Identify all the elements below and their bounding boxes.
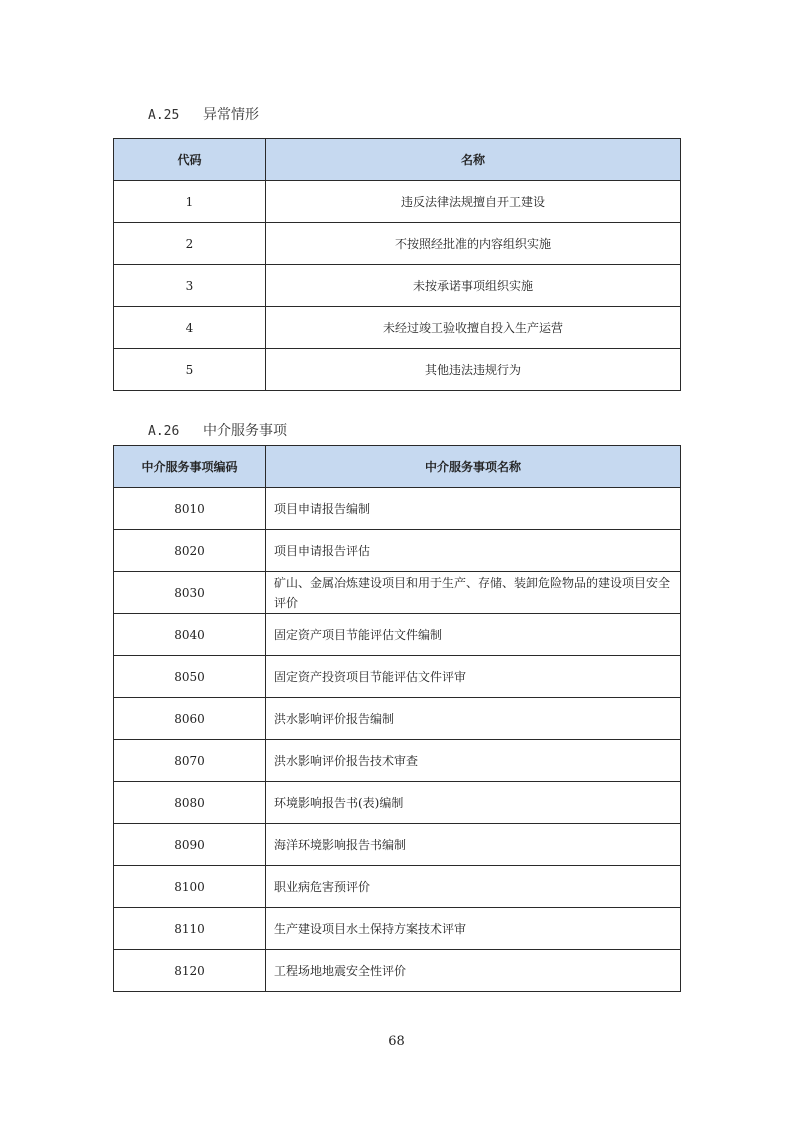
table-row: [114, 349, 681, 391]
row-name: 矿山、金属冶炼建设项目和用于生产、存储、装卸危险物品的建设项目安全评价: [266, 572, 681, 614]
table-row: [114, 488, 681, 530]
row-name: 固定资产项目节能评估文件编制: [266, 614, 681, 656]
row-code: 1: [114, 181, 266, 223]
table-header-row: [114, 139, 681, 181]
row-name: 未经过竣工验收擅自投入生产运营: [266, 307, 681, 349]
table-row: [114, 572, 681, 614]
row-code: 8070: [114, 740, 266, 782]
intermediary-services-table: [113, 445, 681, 992]
row-name: 洪水影响评价报告技术审查: [266, 740, 681, 782]
row-name: 违反法律法规擅自开工建设: [266, 181, 681, 223]
row-code: 3: [114, 265, 266, 307]
header-code: 中介服务事项编码: [114, 446, 266, 488]
row-name: 工程场地地震安全性评价: [266, 950, 681, 992]
row-code: 2: [114, 223, 266, 265]
section-title-a25: [148, 104, 259, 124]
table-row: [114, 740, 681, 782]
table-row: [114, 908, 681, 950]
row-name: 固定资产投资项目节能评估文件评审: [266, 656, 681, 698]
row-code: 8010: [114, 488, 266, 530]
abnormal-situations-table: [113, 138, 681, 391]
row-code: 8120: [114, 950, 266, 992]
table-row: [114, 656, 681, 698]
table-row: [114, 950, 681, 992]
header-code: 代码: [114, 139, 266, 181]
row-code: 8100: [114, 866, 266, 908]
row-code: 5: [114, 349, 266, 391]
header-name: 名称: [266, 139, 681, 181]
table-row: [114, 698, 681, 740]
section-number: A.26: [148, 424, 180, 439]
row-name: 项目申请报告编制: [266, 488, 681, 530]
table-row: [114, 530, 681, 572]
row-name: 不按照经批准的内容组织实施: [266, 223, 681, 265]
table-row: [114, 181, 681, 223]
row-name: 未按承诺事项组织实施: [266, 265, 681, 307]
row-code: 8080: [114, 782, 266, 824]
row-name: 洪水影响评价报告编制: [266, 698, 681, 740]
page-number: 68: [388, 1034, 405, 1049]
section-title-a26: [148, 420, 287, 440]
row-code: 8050: [114, 656, 266, 698]
row-name: 职业病危害预评价: [266, 866, 681, 908]
table-row: [114, 782, 681, 824]
table-row: [114, 866, 681, 908]
table-row: [114, 265, 681, 307]
row-code: 8110: [114, 908, 266, 950]
row-name: 其他违法违规行为: [266, 349, 681, 391]
row-name: 生产建设项目水土保持方案技术评审: [266, 908, 681, 950]
row-code: 8090: [114, 824, 266, 866]
row-code: 8030: [114, 572, 266, 614]
row-code: 4: [114, 307, 266, 349]
header-name: 中介服务事项名称: [266, 446, 681, 488]
row-code: 8060: [114, 698, 266, 740]
section-heading: 中介服务事项: [203, 423, 287, 439]
section-heading: 异常情形: [203, 107, 259, 123]
table-row: [114, 614, 681, 656]
table-row: [114, 824, 681, 866]
section-number: A.25: [148, 108, 180, 123]
row-code: 8040: [114, 614, 266, 656]
table-row: [114, 223, 681, 265]
row-name: 海洋环境影响报告书编制: [266, 824, 681, 866]
table-row: [114, 307, 681, 349]
row-name: 项目申请报告评估: [266, 530, 681, 572]
row-code: 8020: [114, 530, 266, 572]
table-header-row: [114, 446, 681, 488]
row-name: 环境影响报告书(表)编制: [266, 782, 681, 824]
